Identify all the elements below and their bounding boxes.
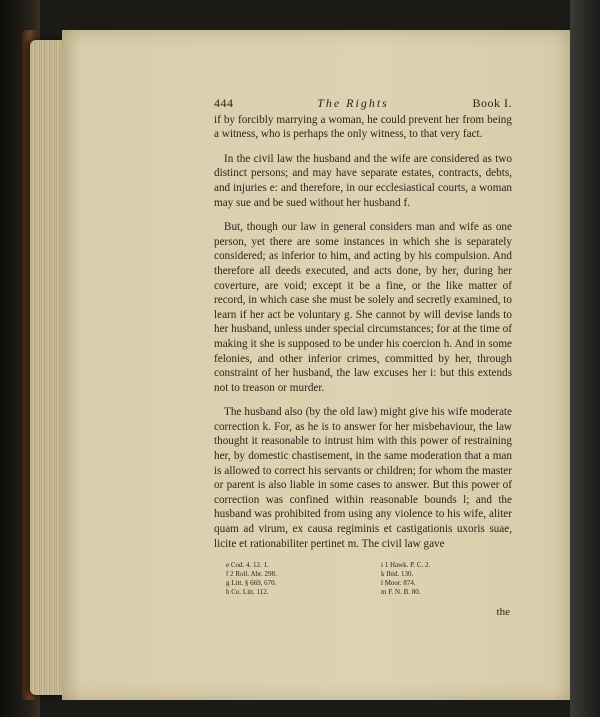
footnotes-left bbox=[226, 561, 357, 597]
catchword: the bbox=[496, 606, 510, 619]
footnote: h Co. Litt. 112. bbox=[226, 588, 269, 597]
footnote: g Litt. § 669, 670. bbox=[226, 579, 277, 588]
footnotes-right bbox=[381, 561, 512, 597]
paragraph-3: But, though our law in general considers man and wife as one person, yet there are some instances in which she is separately considered; as inferior to him, and acting by his compulsion. And therefore all deeds executed, and acts done, by her, during her coverture, are void; except it be a fine, or the like matter of record, in which case she must be solely and secretly examined, to learn if her act be voluntary g. She cannot by will devise lands to her husband, unless under special circumstances; for at the time of making it she is supposed to be under his coercion h. And in some felonies, and other inferior crimes, committed by her, through constraint of her husband, the law excuses her i: but this extends not to treason or murder. bbox=[214, 221, 512, 394]
page-text bbox=[214, 96, 512, 620]
footnote: k Ibid. 130. bbox=[381, 570, 414, 579]
footnote: f 2 Roll. Abr. 298. bbox=[226, 570, 277, 579]
running-header bbox=[214, 96, 512, 111]
footnote: e Cod. 4. 12. 1. bbox=[226, 561, 269, 570]
footnote: i 1 Hawk. P. C. 2. bbox=[381, 561, 431, 570]
footnote: m F. N. B. 80. bbox=[381, 588, 421, 597]
book-cover-right bbox=[570, 0, 600, 717]
page-number: 444 bbox=[214, 96, 234, 110]
paragraph-1: if by forcibly marrying a woman, he could prevent her from being a witness, who is perhaps the only witness, to that very fact. bbox=[214, 113, 512, 141]
page-block-edge bbox=[30, 40, 66, 695]
book-label: Book I. bbox=[472, 96, 512, 110]
footnote: l Moor. 874. bbox=[381, 579, 416, 588]
paragraph-4: The husband also (by the old law) might give his wife moderate correction k. For, as he is to answer for her misbehaviour, the law thought it reasonable to intrust him with this power of restraining her, by domestic chastisement, in the same moderation that a man is allowed to correct his servants or children; for whom the master or parent is also liable in some cases to answer. But this power of correction was confined within reasonable bounds l; and the husband was prohibited from using any violence to his wife, aliter quam ad virum, ex causa regiminis et castigationis uxoris suae, licite et rationabiliter pertinet m. The civil law gave bbox=[214, 406, 512, 550]
footnotes bbox=[214, 561, 512, 597]
running-title: The Rights bbox=[317, 96, 389, 110]
paragraph-2: In the civil law the husband and the wife are considered as two distinct persons; and may have separate estates, contracts, debts, and injuries e: and therefore, in our ecclesiastical courts, a woman may sue and be sued without her husband f. bbox=[214, 152, 512, 209]
